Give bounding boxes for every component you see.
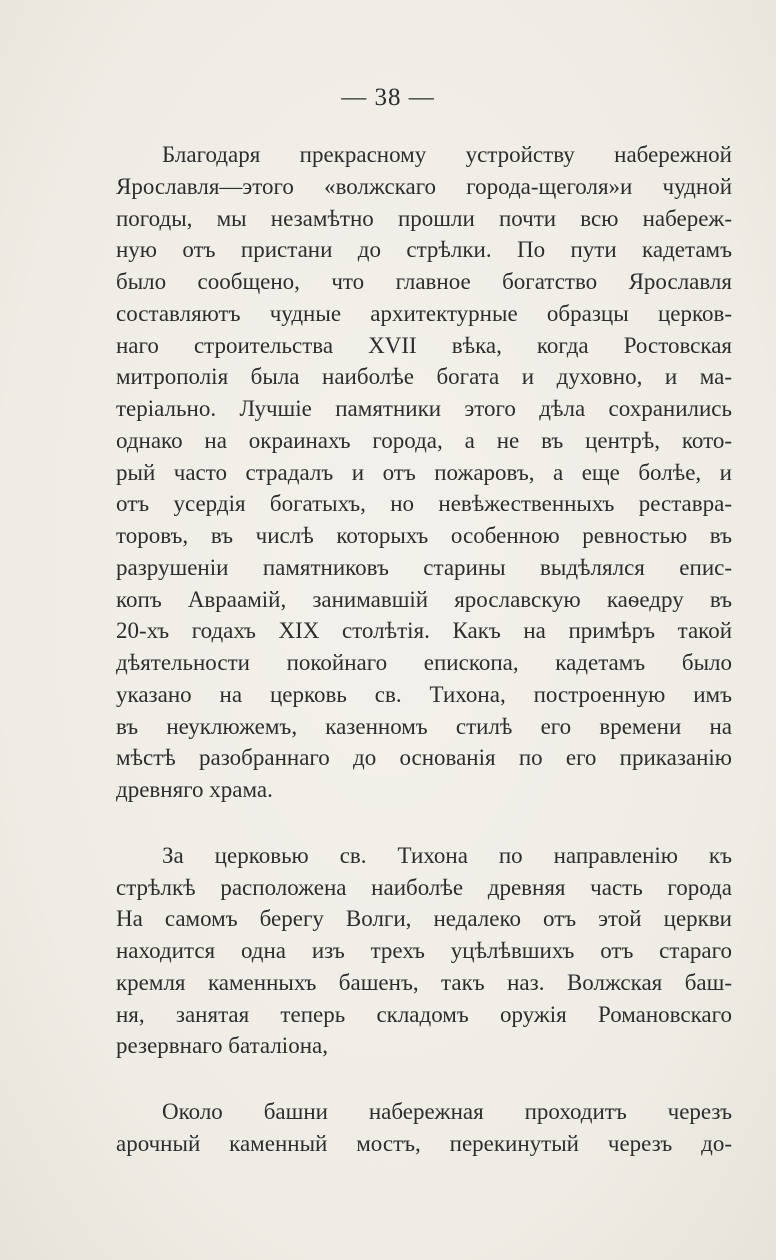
- paragraph-3: [116, 1096, 732, 1160]
- text-line: теріально. Лучшіе памятники этого дѣла сохранились: [116, 396, 732, 421]
- text-line: арочный каменный мостъ, перекинутый черезъ до-: [116, 1130, 732, 1156]
- text-line: Ярославля—этого «волжскаго города-щеголя»и чудной: [116, 173, 732, 199]
- text-line: находится одна изъ трехъ уцѣлѣвшихъ отъ стараго: [116, 938, 732, 963]
- text-line: резервнаго баталіона,: [116, 1033, 328, 1059]
- text-line: въ неуклюжемъ, казенномъ стилѣ его времени на: [116, 713, 732, 739]
- text-line: торовъ, въ числѣ которыхъ особенною ревностью въ: [116, 523, 732, 548]
- text-line: кремля каменныхъ башенъ, такъ наз. Волжская баш-: [116, 969, 732, 995]
- text-line: отъ усердія богатыхъ, но невѣжественныхъ реставра-: [116, 491, 732, 517]
- text-line: ня, занятая теперь складомъ оружія Романовскаго: [116, 1001, 732, 1027]
- text-line: указано на церковь св. Тихона, построенную имъ: [116, 681, 732, 707]
- paragraph-1: [116, 139, 732, 806]
- text-line: стрѣлкѣ расположена наиболѣе древняя часть города: [116, 874, 732, 900]
- body-text: [116, 139, 732, 1160]
- text-line: мѣстѣ разобраннаго до основанія по его приказанію: [116, 745, 732, 771]
- paragraph-2: [116, 840, 732, 1062]
- text-line: митрополія была наиболѣе богата и духовно, и ма-: [116, 364, 732, 390]
- text-line: Благодаря прекрасному устройству набережной: [162, 142, 732, 167]
- text-line: составляютъ чудные архитектурные образцы церков-: [116, 300, 732, 326]
- text-line: копъ Авраамій, занимавшій ярославскую каѳедру въ: [116, 586, 732, 612]
- text-line: На самомъ берегу Волги, недалеко отъ этой церкви: [116, 906, 732, 932]
- text-line: однако на окраинахъ города, а не въ центрѣ, кото-: [116, 427, 732, 453]
- page-number: — 38 —: [341, 84, 435, 111]
- text-line: Около башни набережная проходитъ черезъ: [162, 1099, 732, 1124]
- text-line: наго строительства XVII вѣка, когда Ростовская: [116, 332, 732, 358]
- text-line: 20-хъ годахъ XIX столѣтія. Какъ на примѣръ такой: [116, 618, 732, 644]
- text-line: рый часто страдалъ и отъ пожаровъ, а еще болѣе, и: [116, 459, 732, 485]
- text-line: древняго храма.: [116, 777, 273, 802]
- text-line: было сообщено, что главное богатство Ярославля: [116, 269, 732, 294]
- text-line: погоды, мы незамѣтно прошли почти всю набереж-: [116, 205, 732, 231]
- text-line: ную отъ пристани до стрѣлки. По пути кадетамъ: [116, 237, 732, 263]
- text-line: За церковью св. Тихона по направленію къ: [162, 842, 732, 868]
- text-line: дѣятельности покойнаго епископа, кадетамъ было: [116, 650, 732, 675]
- text-line: разрушеніи памятниковъ старины выдѣлялся епис-: [116, 554, 732, 580]
